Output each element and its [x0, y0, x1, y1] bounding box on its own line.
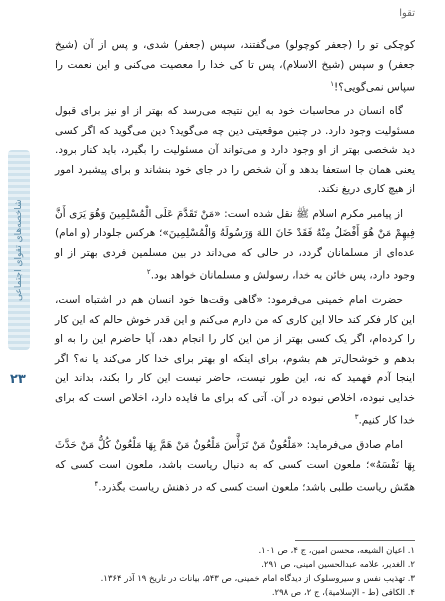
footnotes — [55, 540, 415, 600]
paragraph-3: از پیامبر مکرم اسلام ﷺ نقل شده است: «مَنْ تَقَدَّمَ عَلَى الْمُسْلِمِينَ وَهُوَ يَرَى أَنَّ فِيهِمْ مَنْ هُوَ أَفْضَلُ مِنْهُ فَقَدْ خَانَ اللهَ وَرَسُولَهُ وَالْمُسْلِمِينَ»؛ هرکس جلودار (و امام) عده‌ای از مسلمانان گردد، در حالی که می‌داند در بین مسلمین فردی بهتر از او وجود دارد، پس خائن به خدا، رسولش و مسلمانان خواهد بود.$^۲$ — [55, 207, 415, 282]
paragraph-5: امام صادق می‌فرماید: «مَلْعُونٌ مَنْ تَرَأَّسَ مَلْعُونٌ مَنْ هَمَّ بِهَا مَلْعُونٌ كُلُّ مَنْ حَدَّثَ بِهَا نَفْسَهُ»؛ ملعون است کسی که به دنبال ریاست باشد، ملعون است کسی که همّش ریاست طلبی باشد؛ ملعون است کسی که در ذهنش ریاست بگذرد.$^۴$ — [55, 439, 415, 494]
paragraph-1: کوچکی تو را (جعفر کوچولو) می‌گفتند، سپس (جعفر) شدی، و پس از آن (شیخ جعفر) و سپس (شیخ الاسلام)، پس تا کی خدا را معصیت می‌کنی و این نعمت را سپاس نمی‌گویی؟!$^۱$ — [55, 39, 415, 94]
footnote-1: ۱. اعیان الشیعه، محسن امین، ج ۴، ص ۱۰۱. — [258, 546, 415, 556]
side-title: شاخصه‌های تقوای اجتماعی — [14, 199, 24, 301]
paragraph-4: حضرت امام خمینی می‌فرمود: «گاهی وقت‌ها خود انسان هم در اشتباه است، این کار فکر کند حالا این کاری که من دارم می‌کنم و این قدر خوش حالم که این کار را کرده‌ام، اگر یک کسی بهتر از من این کار را انجام دهد، آیا حاضرم این را به او بدهم و خوشحال‌تر هم بشوم، برای اینکه او بهتر برای خدا کار می‌کند یا نه؟ اگر اینجا آدم فهمید که نه، این طور نیست، حاضر نیست این کار را بکند، بداند این خدایی نبوده، اخلاص نبوده در آن. آتی که برای ما فایده دارد، اخلاص است که برای خدا کار کنیم.$^۳$ — [55, 294, 415, 427]
footnote-ref-1: ۱ — [330, 80, 335, 88]
footnote-ref-3: ۳ — [354, 413, 359, 421]
paragraph-2: گاه انسان در محاسبات خود به این نتیجه می‌رسد که بهتر از او نیز برای قبول مسئولیت وجود دارد. در چنین موقعیتی دین چه می‌گوید؟ دین می‌گوید که اگر کسی دید شخصی بهتر از او وجود دارد و می‌تواند آن مسئولیت را بگیرد، باید کنار برود. یعنی همان جا استعفا بدهد و آن شخص را در جای خود بنشاند و برای پیشبرد امور از هیچ کاری دریغ نکند. — [55, 105, 415, 195]
footnote-ref-4: ۴ — [94, 480, 99, 488]
footnote-ref-2: ۲ — [146, 268, 151, 276]
main-text — [55, 36, 415, 503]
footnote-3: ۳. تهذیب نفس و سیروسلوک از دیدگاه امام خمینی، ص ۵۴۳، بیانات در تاریخ ۱۹ آذر ۱۳۶۴. — [100, 574, 415, 584]
page-number: ۲۳ — [10, 372, 26, 387]
footnote-4: ۴. الکافی (ط - الإسلامیة)، ج ۲، ص ۲۹۸. — [271, 588, 415, 598]
footnote-divider — [295, 540, 415, 541]
running-head: تقوا — [399, 8, 415, 19]
footnote-2: ۲. الغدیر، علامه عبدالحسین امینی، ص ۲۹۱. — [261, 560, 415, 570]
